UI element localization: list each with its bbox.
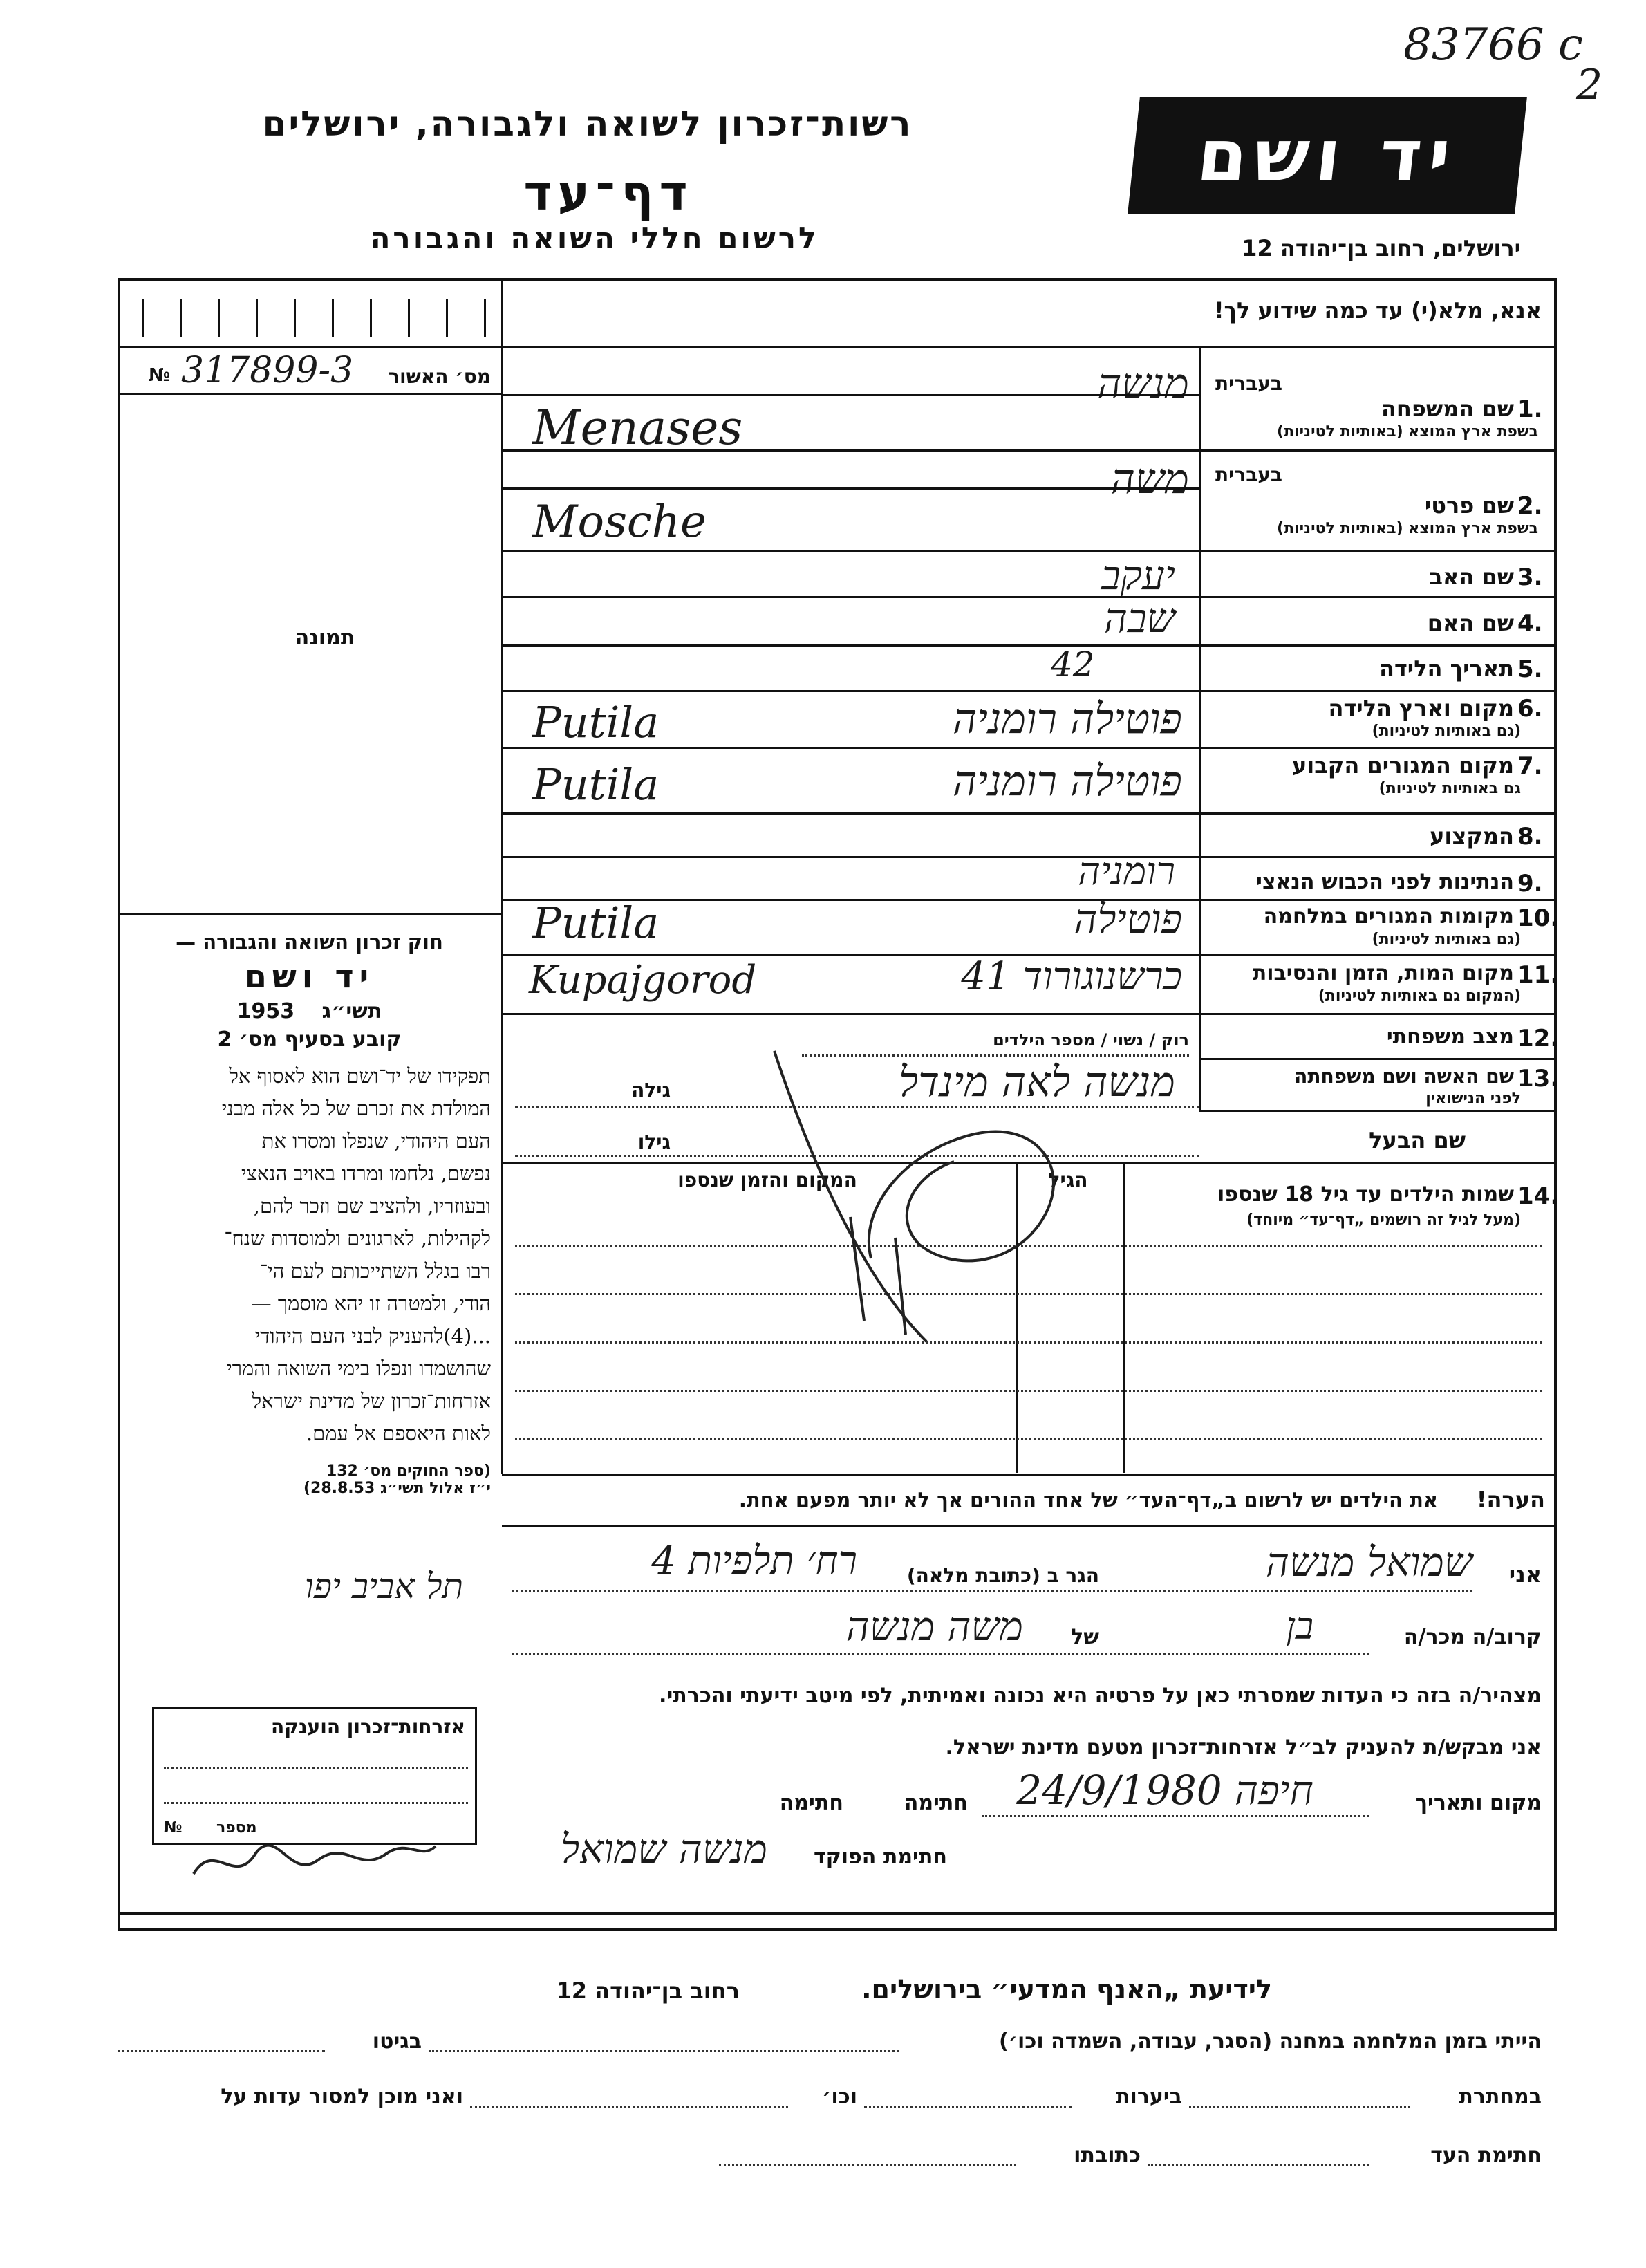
field6-latin-value: Putila xyxy=(532,697,660,747)
children-age-header: הגיל xyxy=(1048,1169,1088,1191)
relation-value: בן xyxy=(1286,1604,1313,1648)
law-line: רבו בגלל השתייכותם לעם הי־ xyxy=(259,1259,491,1283)
footer-line1-ghetto: בגיטו xyxy=(372,2029,422,2054)
field10-label: מקומות המגורים במלחמה xyxy=(1263,904,1514,929)
field1-hebrew-label: בעברית xyxy=(1215,372,1282,395)
note-text: את הילדים יש לרשום ב„דף־העד״ של אחד ההורים אך לא יותר מפעם אחת. xyxy=(738,1488,1438,1512)
field7-label: מקום המגורים הקבוע xyxy=(1291,752,1514,779)
law-line: לאות היאספם אל עמם. xyxy=(306,1422,491,1445)
field2-hebrew-label: בעברית xyxy=(1215,463,1282,486)
children-label: שמות הילדים עד גיל 18 שנספו xyxy=(1217,1182,1514,1207)
intro-text: אנא, מלא(י) עד כמה שידוע לך! xyxy=(1213,297,1542,324)
field13-sublabel: לפני הנישואין xyxy=(1425,1090,1521,1107)
declaration-text: מצהיר/ה בזה כי העדות שמסרתי כאן על פרטיה היא נכונה ואמיתית, לפי מיטב ידיעתי והכרתי. xyxy=(659,1684,1542,1708)
registration-ticks xyxy=(142,299,487,337)
photo-label: תמונה xyxy=(294,626,355,650)
husband-age-label: גילו xyxy=(637,1131,671,1153)
field13-value: מנשה לאה מינדל xyxy=(899,1058,1175,1106)
law-name: יד ושם xyxy=(244,958,375,995)
field8-number: 8. xyxy=(1517,823,1543,850)
field7-sublabel: גם באותיות לטיניות) xyxy=(1378,780,1521,797)
field9-label: הנתינות לפני הכבוש הנאצי xyxy=(1256,870,1514,894)
handwritten-flourish xyxy=(747,1010,1106,1369)
field1-sublabel: בשפת ארץ המוצא (באותיות לטיניות) xyxy=(1277,423,1538,440)
law-line: נפשם, נלחמו ומרדו באויב הנאצי xyxy=(241,1162,491,1185)
field11-number: 11. xyxy=(1517,961,1560,989)
law-year: 1953 xyxy=(236,999,295,1023)
of-value: משה מנשה xyxy=(845,1603,1023,1650)
wife-age-label: גילה xyxy=(631,1079,671,1102)
law-line: המולדת את זכרם של כל אלה מבני xyxy=(221,1097,491,1120)
law-body xyxy=(128,1060,491,1450)
children-place-header: המקום והזמן שנספו xyxy=(677,1169,857,1191)
law-title: חוק זכרון השואה והגבורה — xyxy=(176,930,443,954)
law-reference-2: י״ז אלול תשי״ג 28.8.53) xyxy=(303,1480,491,1497)
law-line: תפקידו של יד־ושם הוא לאסוף אל xyxy=(229,1064,491,1088)
field1-hebrew-value: מנשה xyxy=(1097,360,1189,408)
field6-value: פוטילה רומניה xyxy=(953,695,1182,743)
field13-number: 13. xyxy=(1517,1065,1560,1093)
note-label: הערה! xyxy=(1476,1487,1545,1513)
registration-no-symbol: № xyxy=(149,365,171,386)
declarant-name: שמואל מנשה xyxy=(1266,1539,1472,1586)
field11-sublabel: (המקום גם באותיות לטיניות) xyxy=(1318,987,1521,1005)
field12-label: מצב משפחתי xyxy=(1386,1025,1514,1049)
law-line: אזרחות־זכרון של מדינת ישראל xyxy=(252,1389,491,1413)
address-note: תל אביב יפו xyxy=(304,1566,463,1606)
field3-value: יעקב xyxy=(1101,552,1175,599)
field7-number: 7. xyxy=(1517,752,1543,780)
field1-number: 1. xyxy=(1517,396,1543,423)
field8-label: המקצוע xyxy=(1430,823,1514,849)
footer-line2-forests: ביערות xyxy=(1116,2085,1182,2109)
declarant-address: רח׳ תלפיות 4 xyxy=(651,1539,857,1583)
law-year-hebrew: תשי״ג xyxy=(321,999,382,1023)
field11-value: כרשנוגורוד 41 xyxy=(961,954,1182,999)
field2-latin-value: Mosche xyxy=(532,496,707,548)
citizenship-no-label: מספר xyxy=(216,1819,257,1837)
resides-label: הגר ב (כתובת מלאה) xyxy=(906,1564,1099,1587)
field9-value: רומניה xyxy=(1078,849,1175,894)
law-clause: קובע בסעיף מס׳ 2 xyxy=(217,1028,402,1052)
field5-value: 42 xyxy=(1051,644,1095,685)
field9-number: 9. xyxy=(1517,870,1543,898)
footer-line1-camp: הייתי בזמן המלחמה במחנה (הסגר, עבודה, השמדה וכו׳) xyxy=(999,2029,1542,2054)
citizenship-no-symbol: № xyxy=(164,1819,183,1837)
registration-number: 317899-3 xyxy=(181,350,354,391)
footer-line2-testimony: ואני מוכן למסור עדות על xyxy=(221,2085,463,2109)
footer-line2-etc: וכו׳ xyxy=(822,2085,857,2109)
field12-options: רוק / נשוי / מספר הילדים xyxy=(993,1030,1189,1050)
footer-witness-signature: חתימת העד xyxy=(1430,2144,1542,2168)
place-date-value: חיפה 24/9/1980 xyxy=(1016,1767,1313,1814)
field11-latin-value: Kupajgorod xyxy=(529,958,757,1003)
field7-latin-value: Putila xyxy=(532,759,660,810)
registration-label: מס׳ האשור xyxy=(388,365,491,388)
field10-latin-value: Putila xyxy=(532,898,660,948)
footer-title: לידיעת „האנף המדעי״ בירושלים. xyxy=(861,1974,1272,2005)
field2-hebrew-value: משה xyxy=(1110,455,1189,503)
field10-sublabel: (גם באותיות לטיניות) xyxy=(1372,931,1521,948)
header-address: ירושלים, רחוב בן־יהודה 12 xyxy=(1242,235,1521,261)
form-title: דף־עד xyxy=(523,165,693,221)
of-label: של xyxy=(1071,1625,1099,1649)
declarant-ani: אני xyxy=(1508,1561,1542,1588)
field2-number: 2. xyxy=(1517,492,1543,520)
law-excerpt xyxy=(128,930,491,1497)
field10-number: 10. xyxy=(1517,904,1560,932)
field1-label: שם המשפחה xyxy=(1381,396,1514,422)
field14-number: 14. xyxy=(1517,1182,1560,1210)
husband-label: שם הבעל xyxy=(1369,1127,1466,1153)
field3-label: שם האב xyxy=(1429,564,1514,590)
footer-witness-address: כתובתו xyxy=(1074,2144,1141,2168)
yad-vashem-logo xyxy=(1128,97,1527,214)
field4-value: שבה xyxy=(1103,595,1175,642)
law-year-row xyxy=(128,999,491,1023)
field5-number: 5. xyxy=(1517,656,1543,683)
field10-value: פוטילה xyxy=(1074,895,1182,942)
corner-mark: 2 xyxy=(1576,61,1603,109)
citizenship-box xyxy=(152,1707,477,1845)
signature-label-2: חתימה xyxy=(779,1791,843,1815)
law-line: לקהילות, לארגונים ולמוסדות שנח־ xyxy=(224,1227,491,1250)
field4-number: 4. xyxy=(1517,610,1543,638)
relative-label: קרוב/ה מכר/ה xyxy=(1403,1625,1542,1649)
footer-line2-underground: במחתרת xyxy=(1459,2085,1542,2109)
law-line: ובעוזריו, ולהציב שם וזכר להם, xyxy=(253,1194,491,1218)
law-line: שהושמדו ונפלו בימי השואה והמרי xyxy=(227,1357,491,1380)
official-signature-label: חתימת הפוקד xyxy=(814,1845,947,1869)
field4-label: שם האם xyxy=(1427,610,1514,636)
law-line: ...(4)להעניק לבני העם היהודי xyxy=(254,1324,491,1348)
archive-number: 83766 ⅽ xyxy=(1403,19,1583,71)
field12-number: 12. xyxy=(1517,1025,1560,1052)
field5-label: תאריך הלידה xyxy=(1378,656,1514,682)
field6-number: 6. xyxy=(1517,695,1543,723)
field13-label: שם האשה ושם משפחתה xyxy=(1294,1065,1514,1088)
request-text: אני מבקש/ת להעניק לב״ל אזרחות־זכרון מטעם מדינת ישראל. xyxy=(945,1736,1542,1760)
footer-address: רחוב בן־יהודה 12 xyxy=(556,1978,740,2004)
law-line: הודי, ולמטרה זו יהא מוסמך — xyxy=(251,1292,491,1315)
field3-number: 3. xyxy=(1517,564,1543,591)
field2-sublabel: בשפת ארץ המוצא (באותיות לטיניות) xyxy=(1277,520,1538,537)
place-date-label: מקום ותאריך xyxy=(1415,1791,1542,1815)
official-signature: מנשה שמואל xyxy=(561,1825,767,1872)
authority-line: רשות־זכרון לשואה ולגבורה, ירושלים xyxy=(262,104,913,144)
law-reference-1: (ספר החוקים מס׳ 132 xyxy=(326,1462,491,1480)
form-subtitle: לרשום חללי השואה והגבורה xyxy=(370,221,819,255)
field11-label: מקום המות, הזמן והנסיבות xyxy=(1252,961,1514,985)
field2-label: שם פרטי xyxy=(1424,492,1514,519)
field6-label: מקום וארץ הלידה xyxy=(1328,695,1514,721)
children-sublabel: (מעל לגיל זה רושמים „דף־עד״ מיוחד) xyxy=(1246,1211,1521,1229)
logo-text: יד ושם xyxy=(1193,113,1461,198)
field6-sublabel: (גם באותיות לטיניות) xyxy=(1372,723,1521,740)
signature-label: חתימה xyxy=(904,1791,968,1815)
citizenship-title: אזרחות־זכרון הוענקה xyxy=(271,1716,465,1738)
law-line: העם היהודי, שנפלו ומסרו את xyxy=(261,1129,491,1153)
field1-latin-value: Menases xyxy=(532,401,743,456)
field7-value: פוטילה רומניה xyxy=(953,757,1182,806)
